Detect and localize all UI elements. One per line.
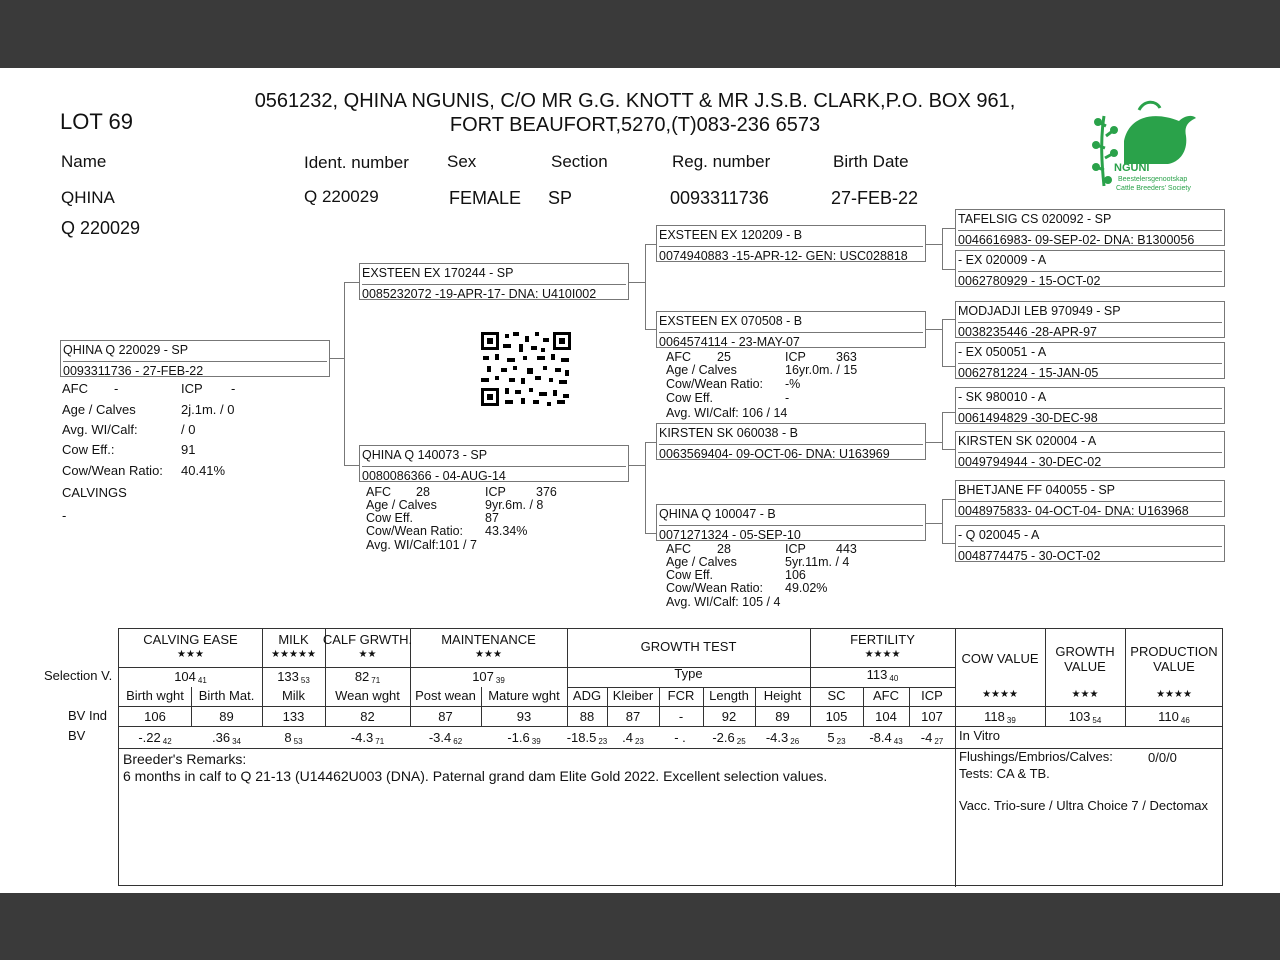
animal-icp: - bbox=[231, 381, 236, 396]
dam-dam-line2: 0071271324 - 05-SEP-10 bbox=[659, 525, 923, 542]
growth-value-acc: 54 bbox=[1092, 716, 1102, 725]
bv-icp bbox=[909, 730, 955, 746]
bvind-milk: 133 bbox=[282, 709, 305, 724]
g3-1-line1: TAFELSIG CS 020092 - SP bbox=[958, 212, 1112, 226]
sel-maint-acc: 39 bbox=[495, 676, 505, 685]
animal-wi-label: Avg. WI/Calf: bbox=[62, 422, 138, 437]
production-value-acc: 46 bbox=[1180, 716, 1190, 725]
sire-line1: EXSTEEN EX 170244 - SP bbox=[362, 266, 514, 280]
breeding-values-table bbox=[118, 628, 1223, 886]
sire-sire-box bbox=[656, 225, 926, 262]
bvind-mature-wght: 93 bbox=[516, 709, 532, 724]
g3-3-line2: 0038235446 -28-APR-97 bbox=[958, 322, 1222, 339]
col-milk: Milk bbox=[281, 688, 306, 703]
bv-acc: 53 bbox=[293, 737, 303, 746]
sire-dam-afc-label: AFC bbox=[666, 350, 691, 364]
group-growth-test: GROWTH TEST bbox=[640, 639, 737, 654]
sel-calving-value: 104 bbox=[174, 669, 196, 684]
sire-sire-line1: EXSTEEN EX 120209 - B bbox=[659, 228, 803, 242]
sire-dam-age: 16yr.0m. / 15 bbox=[785, 363, 858, 377]
g3-2-line2: 0062780929 - 15-OCT-02 bbox=[958, 271, 1222, 288]
col-adg: ADG bbox=[572, 688, 602, 703]
group-cow-value: COW VALUE bbox=[961, 651, 1039, 666]
growth-value-stars: ★★★ bbox=[1071, 689, 1099, 700]
bv-acc: 39 bbox=[531, 737, 541, 746]
dam-dam-icp: 443 bbox=[836, 542, 857, 556]
g3-4-line2: 0062781224 - 15-JAN-05 bbox=[958, 363, 1222, 380]
dam-dam-afc: 28 bbox=[717, 542, 731, 556]
sire-dam-age-label: Age / Calves bbox=[666, 363, 737, 377]
tests-text: Tests: CA & TB. bbox=[959, 766, 1050, 781]
g3-7-line1: BHETJANE FF 040055 - SP bbox=[958, 483, 1116, 497]
g3-box-7 bbox=[955, 480, 1225, 517]
sex-value: FEMALE bbox=[449, 188, 522, 208]
production-value-number: 110 bbox=[1158, 709, 1179, 724]
production-value-stars: ★★★★ bbox=[1156, 689, 1192, 700]
sire-dam-line1: EXSTEEN EX 070508 - B bbox=[659, 314, 803, 328]
section-value: SP bbox=[548, 188, 573, 208]
calving-ease-stars: ★★★ bbox=[177, 649, 204, 660]
cow-value-stars: ★★★★ bbox=[982, 689, 1018, 700]
animal-cw-label: Cow/Wean Ratio: bbox=[62, 463, 163, 478]
g3-8-line2: 0048774475 - 30-OCT-02 bbox=[958, 546, 1222, 563]
dam-sire-line2: 0063569404- 09-OCT-06- DNA: U163969 bbox=[659, 444, 923, 461]
sel-calf-value: 82 bbox=[354, 669, 370, 684]
birth-value: 27-FEB-22 bbox=[831, 188, 919, 208]
dam-dam-cw-label: Cow/Wean Ratio: bbox=[666, 581, 764, 595]
sel-milk-value: 133 bbox=[277, 669, 299, 684]
logo-subtitle-en: Cattle Breeders' Society bbox=[1116, 185, 1191, 192]
bvind-birth-mat: 89 bbox=[219, 709, 234, 724]
animal-age-label: Age / Calves bbox=[62, 402, 136, 417]
bv-acc: 23 bbox=[634, 737, 644, 746]
birth-label: Birth Date bbox=[833, 152, 909, 171]
bvind-birth-wght: 106 bbox=[144, 709, 166, 724]
dam-line1: QHINA Q 140073 - SP bbox=[362, 448, 488, 462]
dam-sire-line1: KIRSTEN SK 060038 - B bbox=[659, 426, 798, 440]
animal-cw: 40.41% bbox=[181, 463, 226, 478]
g3-5-line1: - SK 980010 - A bbox=[958, 390, 1047, 404]
dam-cw-label: Cow/Wean Ratio: bbox=[366, 524, 464, 538]
g3-box-1 bbox=[955, 209, 1225, 246]
bv-value: -4.3 bbox=[350, 730, 374, 745]
animal-wi: / 0 bbox=[181, 422, 196, 437]
dam-ce-label: Cow Eff. bbox=[366, 511, 414, 525]
calvings-label: CALVINGS bbox=[62, 485, 127, 500]
bv-value: -4.3 bbox=[765, 730, 789, 745]
maintenance-stars: ★★★ bbox=[475, 649, 502, 660]
bv-mature-wght bbox=[481, 730, 567, 746]
nguni-logo bbox=[1084, 96, 1204, 196]
col-post-wean: Post wean bbox=[415, 688, 476, 703]
bv-sc bbox=[810, 730, 863, 746]
growth-value bbox=[1045, 709, 1125, 725]
sel-fertility-acc: 40 bbox=[889, 674, 899, 683]
g3-3-line1: MODJADJI LEB 970949 - SP bbox=[958, 304, 1121, 318]
sire-dam-wi: Avg. WI/Calf: 106 / 14 bbox=[666, 406, 788, 420]
bv-wean-wght bbox=[325, 730, 410, 746]
dam-icp-label: ICP bbox=[485, 485, 506, 499]
col-length: Length bbox=[709, 688, 749, 703]
qr-code bbox=[481, 332, 571, 406]
g3-box-5 bbox=[955, 387, 1225, 424]
calvings-value: - bbox=[62, 508, 67, 523]
g3-4-line1: - EX 050051 - A bbox=[958, 345, 1047, 359]
bv-post-wean bbox=[410, 730, 481, 746]
animal-afc: - bbox=[114, 381, 119, 396]
bv-length bbox=[703, 730, 755, 746]
dam-sire-box bbox=[656, 423, 926, 460]
dam-dam-wi: Avg. WI/Calf: 105 / 4 bbox=[666, 595, 781, 609]
g3-box-2 bbox=[955, 250, 1225, 287]
animal-age: 2j.1m. / 0 bbox=[181, 402, 235, 417]
bv-height bbox=[755, 730, 810, 746]
vaccinations-text: Vacc. Trio-sure / Ultra Choice 7 / Dectomax bbox=[959, 798, 1209, 813]
lot-number: LOT 69 bbox=[60, 109, 133, 134]
bv-acc: 26 bbox=[790, 737, 800, 746]
group-production-value: PRODUCTION VALUE bbox=[1130, 644, 1218, 674]
animal-icp-label: ICP bbox=[181, 381, 203, 396]
cow-value bbox=[955, 709, 1045, 725]
fertility-stars: ★★★★ bbox=[864, 649, 901, 660]
sel-calving bbox=[119, 669, 262, 685]
sire-dam-ce: - bbox=[785, 391, 790, 405]
milk-stars: ★★★★★ bbox=[271, 649, 316, 660]
g3-6-line2: 0049794944 - 30-DEC-02 bbox=[958, 452, 1222, 469]
sire-dam-afc: 25 bbox=[717, 350, 731, 364]
reg-value: 0093311736 bbox=[670, 188, 769, 208]
dam-dam-ce: 106 bbox=[785, 568, 806, 582]
bvind-adg: 88 bbox=[579, 709, 595, 724]
animal-box bbox=[60, 340, 330, 377]
dam-icp: 376 bbox=[536, 485, 557, 499]
col-sc: SC bbox=[827, 688, 846, 703]
col-kleiber: Kleiber bbox=[612, 688, 654, 703]
bv-value: -4 bbox=[920, 730, 933, 745]
bv-acc: 43 bbox=[893, 737, 903, 746]
g3-7-line2: 0048975833- 04-OCT-04- DNA: U163968 bbox=[958, 501, 1222, 518]
col-mature-wght: Mature wght bbox=[488, 688, 560, 703]
dam-dam-ce-label: Cow Eff. bbox=[666, 568, 714, 582]
sel-calf-acc: 71 bbox=[371, 676, 381, 685]
group-maintenance: MAINTENANCE bbox=[441, 632, 536, 647]
section-label: Section bbox=[551, 152, 608, 171]
g3-box-3 bbox=[955, 301, 1225, 338]
bv-value: -1.6 bbox=[507, 730, 530, 745]
animal-line2: 0093311736 - 27-FEB-22 bbox=[63, 361, 327, 378]
dam-dam-line1: QHINA Q 100047 - B bbox=[659, 507, 776, 521]
dam-age: 9yr.6m. / 8 bbox=[485, 498, 544, 512]
bvind-post-wean: 87 bbox=[438, 709, 453, 724]
group-fertility: FERTILITY bbox=[850, 632, 915, 647]
production-value bbox=[1125, 709, 1223, 725]
bv-value: -.22 bbox=[138, 730, 161, 745]
ident-label: Ident. number bbox=[304, 153, 409, 172]
animal-afc-label: AFC bbox=[62, 381, 88, 396]
sel-maint-value: 107 bbox=[472, 669, 494, 684]
col-birth-wght: Birth wght bbox=[126, 688, 184, 703]
dam-dam-icp-label: ICP bbox=[785, 542, 806, 556]
bv-birth-wght bbox=[119, 730, 191, 746]
bvind-sc: 105 bbox=[825, 709, 848, 724]
dam-dam-afc-label: AFC bbox=[666, 542, 691, 556]
col-afc: AFC bbox=[873, 688, 899, 703]
sire-dam-icp: 363 bbox=[836, 350, 857, 364]
selection-row-label: Selection V. bbox=[44, 668, 113, 683]
flushings-value: 0/0/0 bbox=[1148, 750, 1177, 765]
animal-ce: 91 bbox=[181, 442, 196, 457]
group-calf-growth: CALF GRWTH. bbox=[322, 632, 413, 647]
bvind-kleiber: 87 bbox=[625, 709, 641, 724]
bottom-dark-border bbox=[0, 893, 1280, 960]
bv-value: .4 bbox=[622, 730, 633, 745]
group-growth-value: GROWTH VALUE bbox=[1055, 644, 1115, 674]
type-label: Type bbox=[674, 666, 703, 681]
sel-maint bbox=[410, 669, 567, 685]
animal-line1: QHINA Q 220029 - SP bbox=[63, 343, 189, 357]
dam-ce: 87 bbox=[485, 511, 499, 525]
sel-calf bbox=[325, 669, 410, 685]
bv-kleiber bbox=[607, 730, 659, 746]
bvind-fcr: - bbox=[678, 709, 684, 724]
dam-age-label: Age / Calves bbox=[366, 498, 437, 512]
sel-calving-acc: 41 bbox=[197, 676, 207, 685]
bv-value: - . bbox=[674, 730, 686, 745]
g3-2-line1: - EX 020009 - A bbox=[958, 253, 1047, 267]
in-vitro-label: In Vitro bbox=[959, 728, 1000, 743]
dam-dam-cw: 49.02% bbox=[785, 581, 828, 595]
sire-dam-cw-label: Cow/Wean Ratio: bbox=[666, 377, 764, 391]
dam-afc: 28 bbox=[416, 485, 430, 499]
breeders-remarks-text: 6 months in calf to Q 21-13 (U14462U003 (DNA). Paternal grand dam Elite Gold 2022. Excellent selection values. bbox=[123, 768, 828, 784]
sel-milk bbox=[262, 669, 325, 685]
dam-dam-age-label: Age / Calves bbox=[666, 555, 737, 569]
col-height: Height bbox=[763, 688, 802, 703]
cow-value-number: 118 bbox=[984, 709, 1005, 724]
sel-milk-acc: 53 bbox=[300, 676, 310, 685]
flushings-label: Flushings/Embrios/Calves: bbox=[959, 749, 1113, 764]
g3-box-6 bbox=[955, 431, 1225, 468]
breeders-remarks-label: Breeder's Remarks: bbox=[123, 751, 247, 767]
sire-line2: 0085232072 -19-APR-17- DNA: U410I002 bbox=[362, 284, 626, 301]
bvind-row-label: BV Ind bbox=[68, 708, 108, 723]
bv-value: -3.4 bbox=[428, 730, 452, 745]
sire-box bbox=[359, 263, 629, 300]
reg-label: Reg. number bbox=[672, 152, 771, 171]
logo-title: NGUNI bbox=[1114, 162, 1150, 174]
dam-dam-box bbox=[656, 504, 926, 541]
g3-5-line2: 0061494829 -30-DEC-98 bbox=[958, 408, 1222, 425]
bv-acc: 27 bbox=[934, 737, 944, 746]
bvind-wean-wght: 82 bbox=[360, 709, 375, 724]
group-calving-ease: CALVING EASE bbox=[143, 632, 238, 647]
bvind-height: 89 bbox=[775, 709, 790, 724]
g3-1-line2: 0046616983- 09-SEP-02- DNA: B1300056 bbox=[958, 230, 1222, 247]
sire-dam-ce-label: Cow Eff. bbox=[666, 391, 714, 405]
bv-acc: 23 bbox=[836, 737, 846, 746]
ident-value: Q 220029 bbox=[304, 187, 379, 206]
animal-ident-secondary: Q 220029 bbox=[61, 218, 141, 238]
bv-acc: 34 bbox=[232, 737, 241, 746]
dam-box bbox=[359, 445, 629, 482]
sex-label: Sex bbox=[447, 152, 477, 171]
dam-cw: 43.34% bbox=[485, 524, 528, 538]
animal-name: QHINA bbox=[61, 188, 115, 207]
bv-value: -8.4 bbox=[869, 730, 892, 745]
bv-value: .36 bbox=[212, 730, 231, 745]
sire-dam-box bbox=[656, 311, 926, 348]
growth-value-number: 103 bbox=[1068, 709, 1091, 724]
sire-dam-line2: 0064574114 - 23-MAY-07 bbox=[659, 332, 923, 349]
dam-wi: Avg. WI/Calf:101 / 7 bbox=[366, 538, 477, 552]
bv-acc: 42 bbox=[162, 737, 172, 746]
bv-value: -18.5 bbox=[566, 730, 597, 745]
bv-acc: 23 bbox=[598, 737, 608, 746]
group-milk: MILK bbox=[278, 632, 309, 647]
animal-ce-label: Cow Eff.: bbox=[62, 442, 115, 457]
qr-code-icon bbox=[481, 332, 571, 406]
bv-birth-mat bbox=[191, 730, 262, 746]
bv-afc bbox=[863, 730, 909, 746]
bv-value: -2.6 bbox=[712, 730, 735, 745]
g3-8-line1: - Q 020045 - A bbox=[958, 528, 1040, 542]
bvind-afc: 104 bbox=[875, 709, 897, 724]
sire-dam-cw: -% bbox=[785, 377, 801, 391]
bvind-length: 92 bbox=[721, 709, 737, 724]
bv-value: 5 bbox=[827, 730, 835, 745]
logo-subtitle-af: Beestelersgenootskap bbox=[1118, 176, 1188, 183]
dam-dam-age: 5yr.11m. / 4 bbox=[785, 555, 850, 569]
g3-6-line1: KIRSTEN SK 020004 - A bbox=[958, 434, 1097, 448]
bv-acc: 62 bbox=[453, 737, 463, 746]
g3-box-4 bbox=[955, 342, 1225, 379]
col-wean-wght: Wean wght bbox=[335, 688, 400, 703]
col-icp: ICP bbox=[921, 688, 943, 703]
bv-milk bbox=[262, 730, 325, 746]
breeder-address-line1: 0561232, QHINA NGUNIS, C/O MR G.G. KNOTT & MR J.S.B. CLARK,P.O. BOX 961, bbox=[254, 90, 1016, 112]
dam-line2: 0080086366 - 04-AUG-14 bbox=[362, 466, 626, 483]
breeder-address-line2: FORT BEAUFORT,5270,(T)083-236 6573 bbox=[449, 114, 821, 136]
sire-dam-icp-label: ICP bbox=[785, 350, 806, 364]
bv-acc: 71 bbox=[375, 737, 385, 746]
col-birth-mat: Birth Mat. bbox=[198, 688, 255, 703]
sire-sire-line2: 0074940883 -15-APR-12- GEN: USC028818 bbox=[659, 246, 923, 263]
bv-acc: 25 bbox=[736, 737, 746, 746]
calf-growth-stars: ★★ bbox=[358, 649, 377, 660]
bv-fcr bbox=[659, 730, 703, 746]
bvind-icp: 107 bbox=[921, 709, 943, 724]
bv-row-label: BV bbox=[68, 728, 86, 743]
name-label: Name bbox=[61, 152, 107, 171]
top-dark-border bbox=[0, 0, 1280, 68]
sel-fertility bbox=[810, 667, 955, 683]
col-fcr: FCR bbox=[667, 688, 695, 703]
bv-value: 8 bbox=[284, 730, 292, 745]
sel-fertility-value: 113 bbox=[866, 667, 888, 682]
cow-value-acc: 39 bbox=[1006, 716, 1016, 725]
g3-box-8 bbox=[955, 525, 1225, 562]
dam-afc-label: AFC bbox=[366, 485, 391, 499]
